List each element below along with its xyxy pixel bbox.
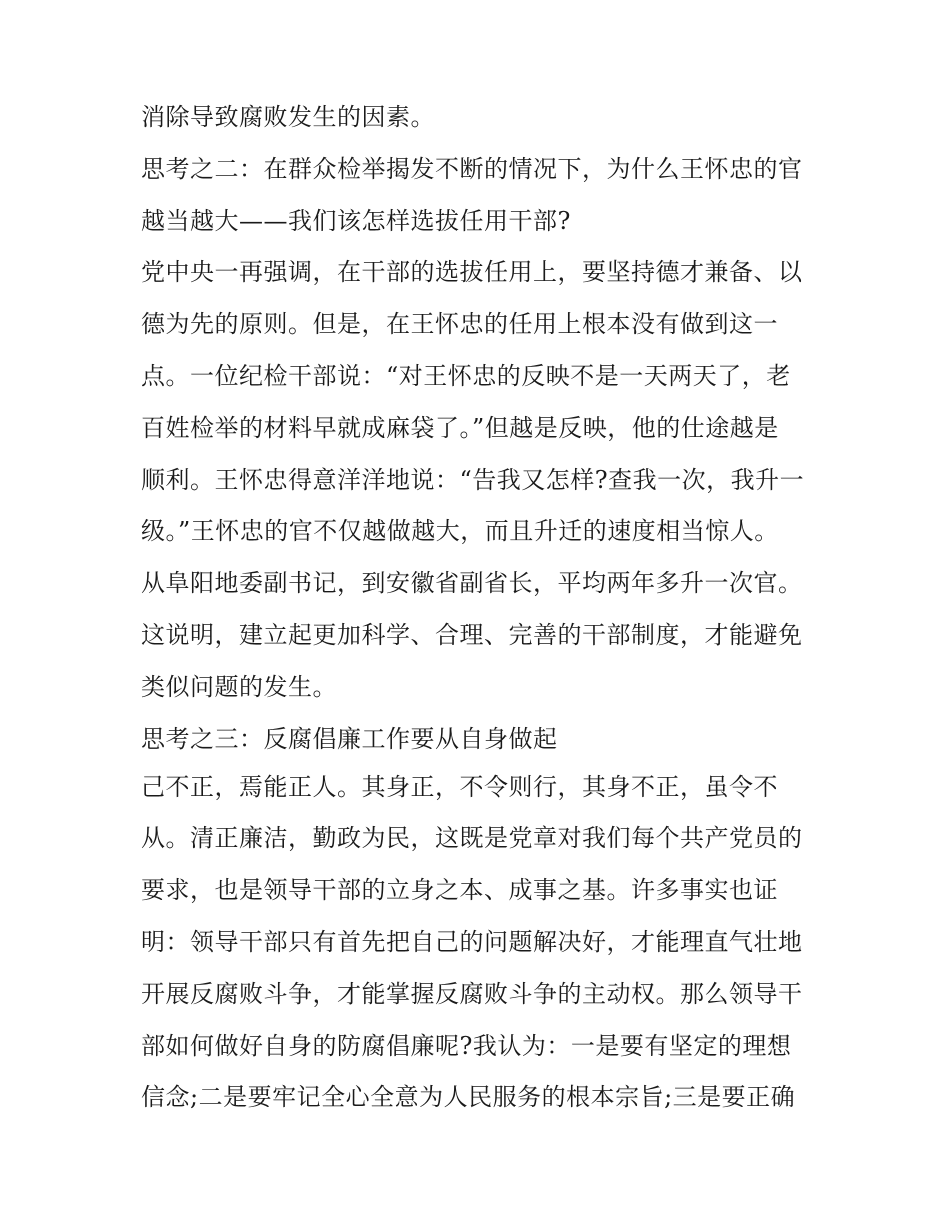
text-line: 百姓检举的材料早就成麻袋了。”但越是反映，他的仕途越是 (141, 413, 779, 442)
text-line: 顺利。王怀忠得意洋洋地说：“告我又怎样?查我一次，我升一 (141, 465, 805, 494)
text-line: 思考之二：在群众检举揭发不断的情况下，为什么王怀忠的官 (141, 154, 803, 183)
text-line: 党中央一再强调，在干部的选拔任用上，要坚持德才兼备、以 (141, 258, 803, 287)
text-line: 开展反腐败斗争，才能掌握反腐败斗争的主动权。那么领导干 (141, 979, 803, 1008)
text-line: 从阜阳地委副书记，到安徽省副省长，平均两年多升一次官。 (141, 569, 803, 598)
text-line: 这说明，建立起更加科学、合理、完善的干部制度，才能避免 (141, 620, 803, 649)
text-line: 从。清正廉洁，勤政为民，这既是党章对我们每个共产党员的 (141, 824, 803, 853)
text-line: 点。一位纪检干部说：“对王怀忠的反映不是一天两天了，老 (141, 361, 791, 390)
text-line: 信念;二是要牢记全心全意为人民服务的根本宗旨;三是要正确 (141, 1083, 796, 1112)
text-line: 明：领导干部只有首先把自己的问题解决好，才能理直气壮地 (141, 927, 803, 956)
text-line: 级。”王怀忠的官不仅越做越大，而且升迁的速度相当惊人。 (141, 517, 779, 546)
text-line: 部如何做好自身的防腐倡廉呢?我认为：一是要有坚定的理想 (141, 1031, 792, 1060)
text-line: 己不正，焉能正人。其身正，不令则行，其身不正，虽令不 (141, 772, 778, 801)
body-text (141, 105, 831, 1137)
section-heading: 思考之三：反腐倡廉工作要从自身做起 (141, 724, 558, 753)
text-line: 类似问题的发生。 (141, 672, 337, 701)
text-line: 消除导致腐败发生的因素。 (141, 103, 435, 131)
text-line: 德为先的原则。但是，在王怀忠的任用上根本没有做到这一 (141, 310, 778, 339)
text-line: 要求，也是领导干部的立身之本、成事之基。许多事实也证 (141, 876, 778, 905)
text-line: 越当越大——我们该怎样选拔任用干部? (141, 206, 571, 235)
